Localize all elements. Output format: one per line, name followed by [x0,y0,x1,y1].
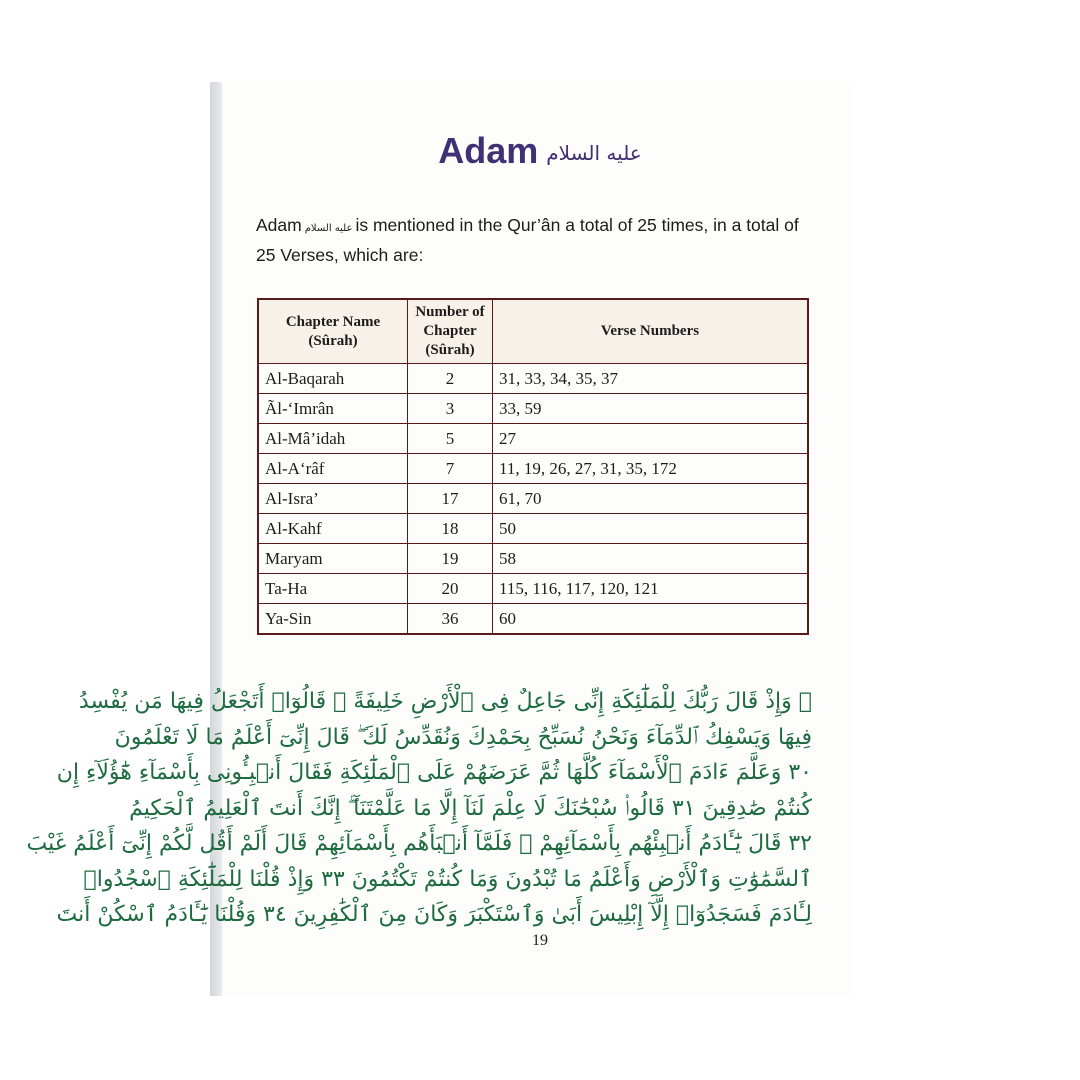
header-chapter-number: Number of Chapter (Sûrah) [408,299,493,364]
chapter-name-cell: Ta-Ha [258,574,408,604]
table-row [258,574,808,604]
verse-numbers-cell: 11, 19, 26, 27, 31, 35, 172 [493,454,809,484]
table-row [258,364,808,394]
quran-line: ٣٢ قَالَ يَٰٓـَٔادَمُ أَنۢبِئْهُم بِأَسْمَآئِهِمْ ۖ فَلَمَّآ أَنۢبَأَهُم بِأَسْمَآئِهِمْ قَالَ أَلَمْ أَقُل لَّكُمْ إِنِّىٓ أَعْلَمُ غَيْبَ [26,831,812,856]
chapter-number-cell: 20 [408,574,493,604]
verse-numbers-cell: 33, 59 [493,394,809,424]
verse-numbers-cell: 31, 33, 34, 35, 37 [493,364,809,394]
chapter-number-cell: 17 [408,484,493,514]
title-honorific-calligraphy: عليه السلام [546,141,642,166]
chapter-number-cell: 36 [408,604,493,635]
quran-line: لِـَٔادَمَ فَسَجَدُوٓا۟ إِلَّآ إِبْلِيسَ أَبَىٰ وَٱسْتَكْبَرَ وَكَانَ مِنَ ٱلْكَٰفِرِينَ ٣٤ وَقُلْنَا يَٰٓـَٔادَمُ ٱسْكُنْ أَنتَ [56,902,812,927]
intro-name: Adam [256,215,302,235]
table-row [258,514,808,544]
chapter-number-cell: 3 [408,394,493,424]
chapter-number-cell: 7 [408,454,493,484]
verses-table [257,298,809,635]
verse-numbers-cell: 61, 70 [493,484,809,514]
page-number: 19 [532,932,548,949]
chapter-number-cell: 2 [408,364,493,394]
verse-numbers-cell: 60 [493,604,809,635]
header-chapter-name: Chapter Name (Sûrah) [258,299,408,364]
verse-numbers-cell: 27 [493,424,809,454]
chapter-name-cell: Al-A‘râf [258,454,408,484]
verse-numbers-cell: 50 [493,514,809,544]
table-row [258,604,808,635]
chapter-name-cell: Al-Baqarah [258,364,408,394]
table-row [258,394,808,424]
page-title [0,130,1080,172]
table-row [258,484,808,514]
table-row [258,424,808,454]
chapter-name-cell: Al-Kahf [258,514,408,544]
chapter-number-cell: 19 [408,544,493,574]
intro-honorific-calligraphy: عليه السلام [304,223,353,234]
table-row [258,544,808,574]
chapter-name-cell: Ãl-‘Imrân [258,394,408,424]
intro-paragraph [256,212,816,268]
table-header-row [258,299,808,364]
verse-numbers-cell: 58 [493,544,809,574]
chapter-number-cell: 5 [408,424,493,454]
quran-line: كُنتُمْ صَٰدِقِينَ ٣١ قَالُوا۟ سُبْحَٰنَكَ لَا عِلْمَ لَنَآ إِلَّا مَا عَلَّمْتَنَآ ۖ إِنَّكَ أَنتَ ٱلْعَلِيمُ ٱلْحَكِيمُ [129,795,812,821]
header-verse-numbers: Verse Numbers [493,299,809,364]
table-row [258,454,808,484]
quran-line: ٱلسَّمَٰوَٰتِ وَٱلْأَرْضِ وَأَعْلَمُ مَا تُبْدُونَ وَمَا كُنتُمْ تَكْتُمُونَ ٣٣ وَإِذْ قُلْنَا لِلْمَلَٰٓئِكَةِ ٱسْجُدُوا۟ [83,866,812,892]
quran-line: فِيهَا وَيَسْفِكُ ٱلدِّمَآءَ وَنَحْنُ نُسَبِّحُ بِحَمْدِكَ وَنُقَدِّسُ لَكَ ۖ قَالَ إِنِّىٓ أَعْلَمُ مَا لَا تَعْلَمُونَ [114,724,812,750]
quran-verses-block [26,684,812,933]
chapter-name-cell: Ya-Sin [258,604,408,635]
quran-line: ﴿ وَإِذْ قَالَ رَبُّكَ لِلْمَلَٰٓئِكَةِ إِنِّى جَاعِلٌ فِى ٱلْأَرْضِ خَلِيفَةً ۖ قَالُوٓا۟ أَتَجْعَلُ فِيهَا مَن يُفْسِدُ [78,689,812,714]
chapter-name-cell: Maryam [258,544,408,574]
intro-text: is mentioned in the Qur’ân a total of 25 times, in a total of 25 Verses, which are: [256,215,799,265]
chapter-name-cell: Al-Isra’ [258,484,408,514]
page-title-text: Adam [438,130,539,171]
chapter-name-cell: Al-Mâ’idah [258,424,408,454]
verse-numbers-cell: 115, 116, 117, 120, 121 [493,574,809,604]
chapter-number-cell: 18 [408,514,493,544]
quran-line: ٣٠ وَعَلَّمَ ءَادَمَ ٱلْأَسْمَآءَ كُلَّهَا ثُمَّ عَرَضَهُمْ عَلَى ٱلْمَلَٰٓئِكَةِ فَقَالَ أَنۢبِـُٔونِى بِأَسْمَآءِ هَٰٓؤُلَآءِ إِن [56,760,812,785]
